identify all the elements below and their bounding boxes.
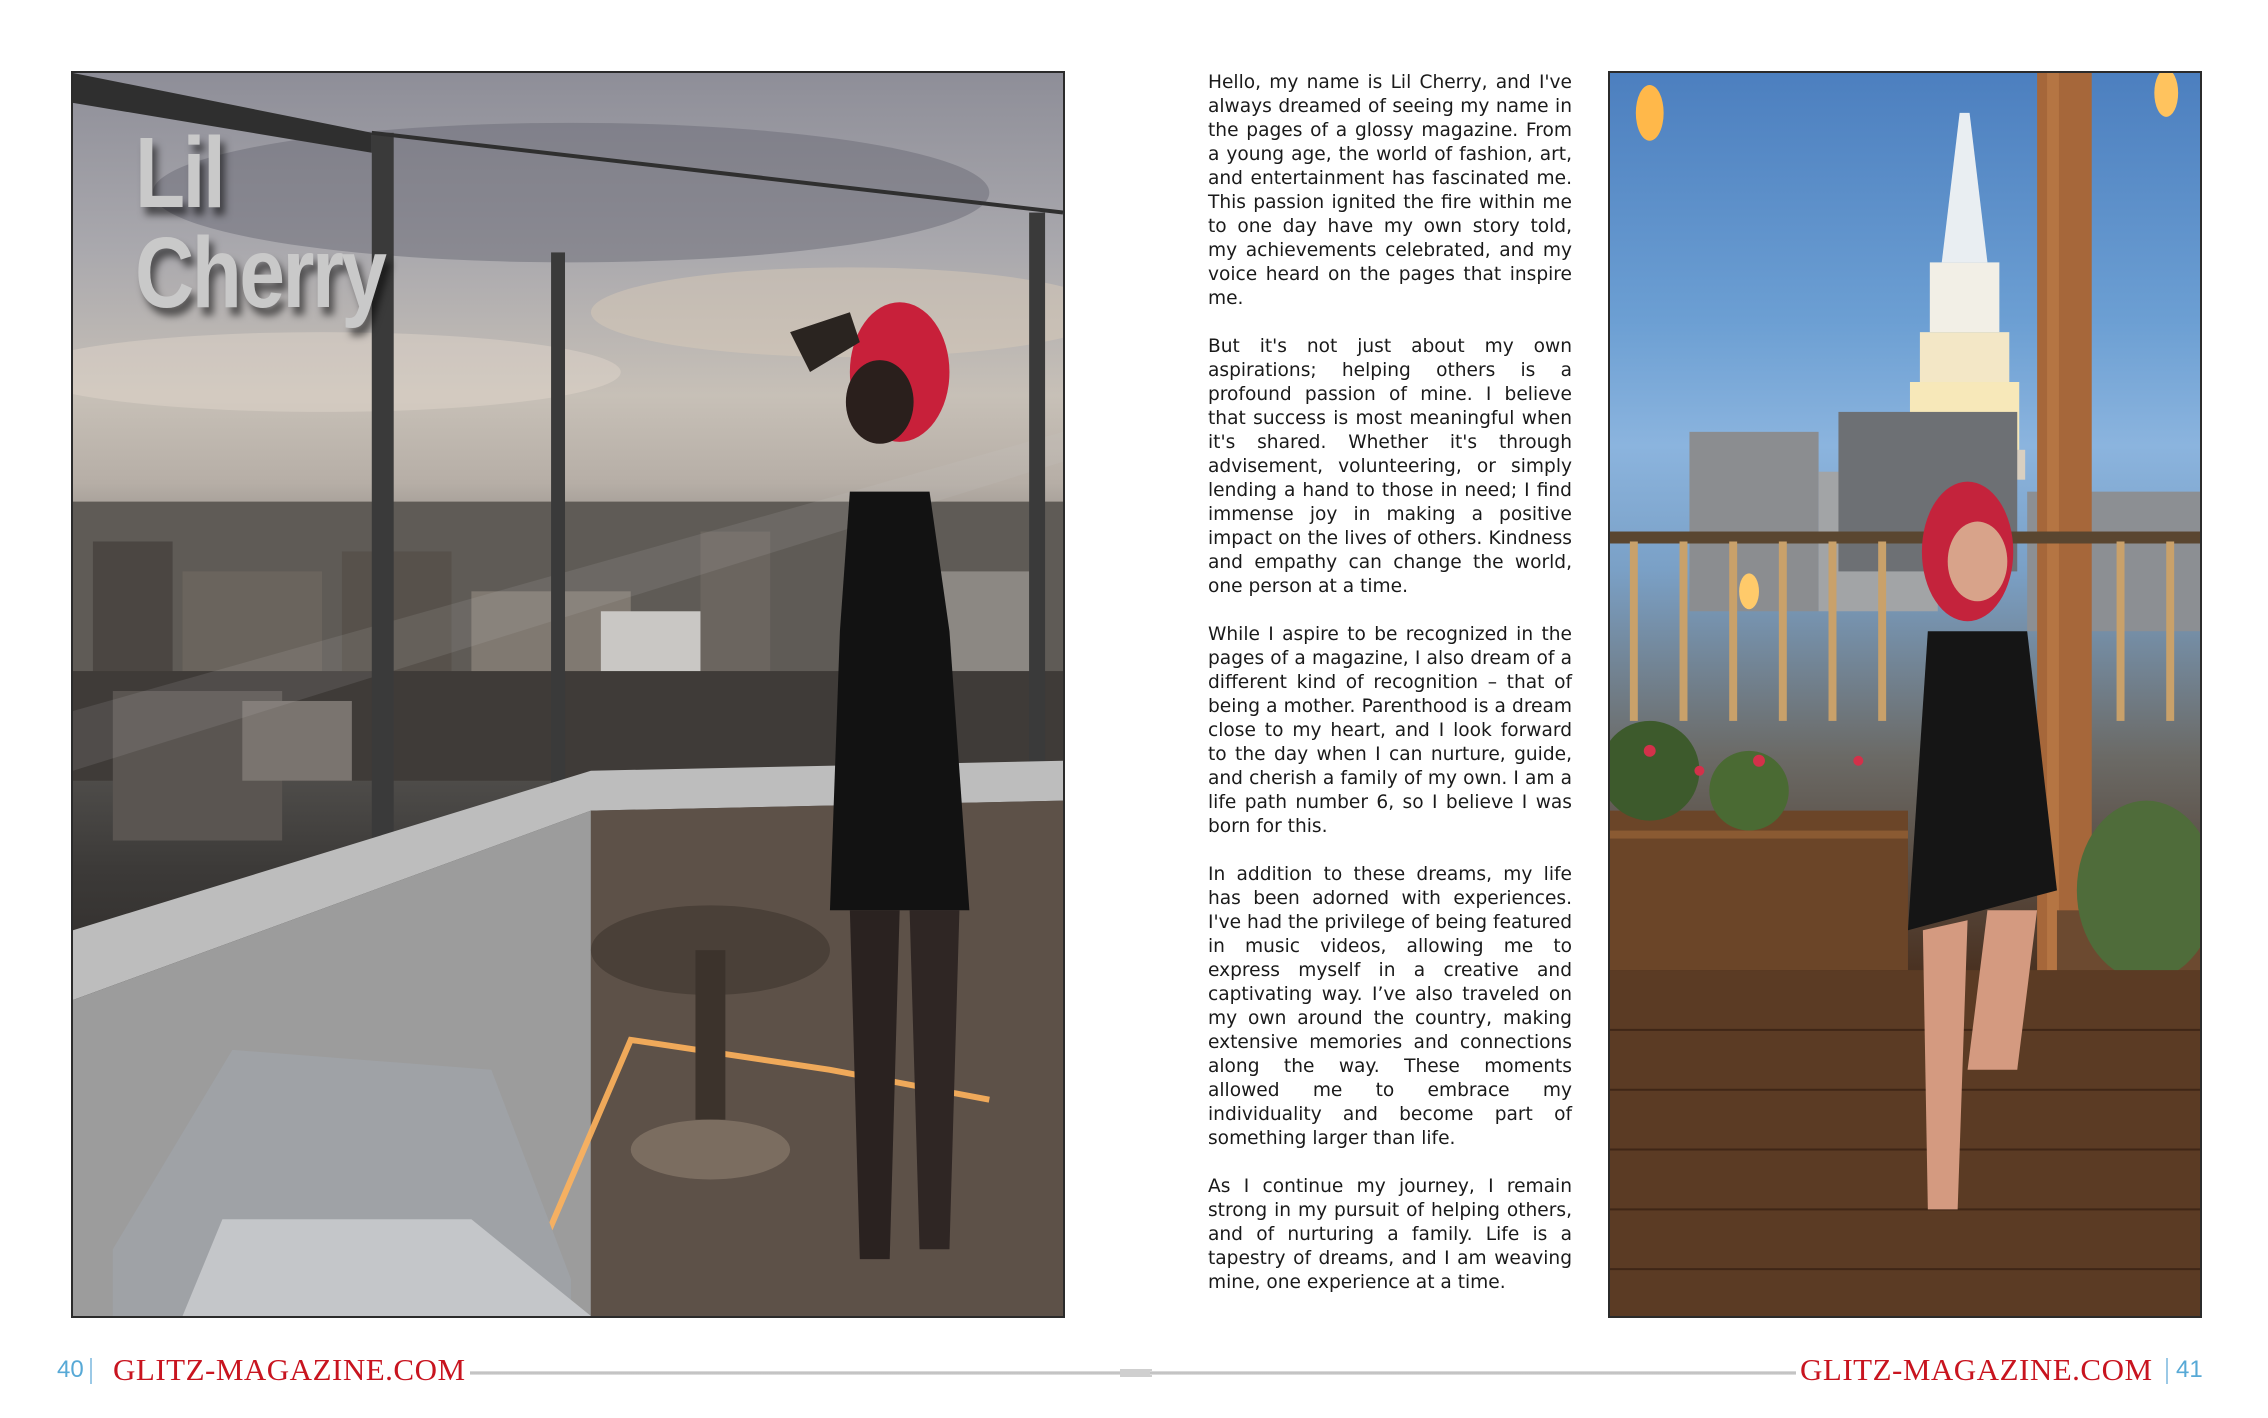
footer-rule-center [1120,1369,1152,1377]
title-line-1: Lil [135,117,224,229]
article-paragraph-2: But it's not just about my own aspirations; helping others is a profound passion of mine. I believe that success is most meaningful when it's shared. Whether it's through advisement, volunteering, or simply lending a hand to those in need; I find immense joy in making a positive impact on the lives of others. Kindness and empathy can change the world, one person at a time. [1208,336,1572,597]
right-brand-link[interactable]: GLITZ-MAGAZINE.COM [1800,1352,2153,1387]
footer-rule-right [1150,1371,1796,1375]
right-photo [1608,71,2202,1318]
footer-rule-left [470,1371,1128,1375]
left-page-number: 40 [57,1356,84,1383]
rooftop-deck-steeple-photo [1610,73,2200,1316]
article-paragraph-3: While I aspire to be recognized in the pages of a magazine, I also dream of a different kind of recognition – that of being a mother. Parenthood is a dream close to my heart, and I look forward to the day when I can nurture, guide, and cherish a family of my own. I am a life path number 6, so I believe I was born for this. [1208,624,1572,837]
left-page-divider [90,1358,92,1384]
article-paragraph-1: Hello, my name is Lil Cherry, and I've always dreamed of seeing my name in the pages of a glossy magazine. From a young age, the world of fashion, art, and entertainment has fascinated me. This passion ignited the fire within me to one day have my own story told, my achievements celebrated, and my voice heard on the pages that inspire me. [1208,72,1572,309]
page-footer [0,1350,2268,1400]
right-page-divider [2166,1358,2168,1384]
article-paragraph-4: In addition to these dreams, my life has been adorned with experiences. I've had the privilege of being featured in music videos, allowing me to express myself in a creative and captivating way. I’ve also traveled on my own around the country, making extensive memories and connections along the way. These moments allowed me to embrace my individuality and become part of something larger than life. [1208,864,1572,1149]
right-page-number: 41 [2176,1356,2203,1383]
left-photo [71,71,1065,1318]
title-line-2: Cherry [135,217,385,329]
feature-title [135,117,385,329]
left-brand-link[interactable]: GLITZ-MAGAZINE.COM [113,1352,466,1387]
article-paragraph-5: As I continue my journey, I remain strong in my pursuit of helping others, and of nurturing a family. Life is a tapestry of dreams, and I am weaving mine, one experience at a time. [1208,1176,1572,1293]
article-body [1208,71,1572,1295]
